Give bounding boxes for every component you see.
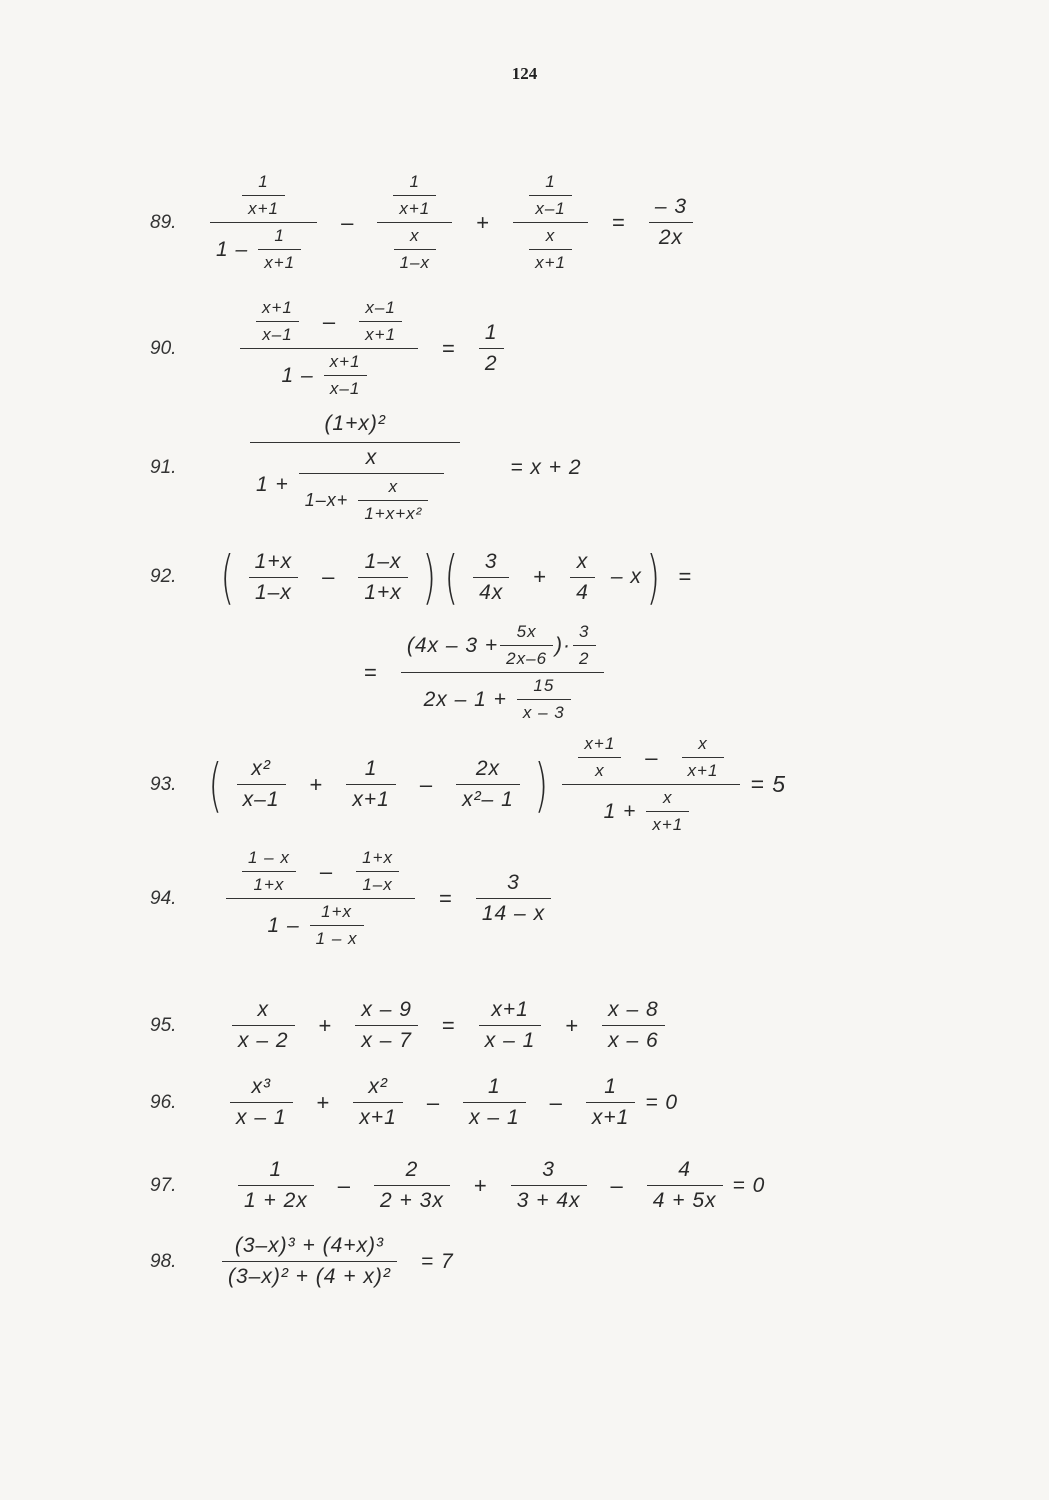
right-hand-side: = 7 [420,1249,454,1273]
result-fraction: $\frac{3}{14 - x}$ [476,871,551,926]
right-hand-side: = 5 [750,771,787,797]
problem-93: 93. ( $\frac{\text{x²}}{x-1}$ + $\frac{1}{x+1}$ – $\frac{2x}{\text{x²– 1}}$ ) $\frac{x+1}{x}$ – $\frac{x}{x+1}$ 1 + $\frac{x}{x+1}$ = 5 [150,734,787,834]
right-hand-side: = 0 [732,1173,766,1197]
fraction-term: $\frac{\frac{1}{x-1}}{\frac{x}{x+1}}$ [513,172,588,273]
problem-number: 92. [150,566,177,587]
fraction-term: (1+x)² 1 + x 1–x+ $\frac{x}{\text{1+x+x²}}$ [250,412,460,524]
problem-97: 97. $\frac{1}{1 + 2x}$ – $\frac{2}{2 + 3x}$ + $\frac{3}{3 + 4x}$ – $\frac{4}{4 + 5x}$ = 0 [150,1158,766,1212]
right-hand-side: = 0 [645,1090,679,1114]
problem-number: 93. [150,773,177,795]
problem-number: 89. [150,211,177,233]
problem-92-continued: = (4x – 3 + $\frac{5x}{2x-6}$ )· $\frac{3}{2}$ 2x – 1 + $\frac{15}{x - 3}$ [350,622,614,723]
close-paren: ) [422,543,436,611]
problem-91 [150,412,582,524]
problem-number: 90. [150,337,177,359]
problem-96: 96. $\frac{\text{x³}}{x - 1}$ + $\frac{\text{x²}}{x+1}$ – $\frac{1}{x - 1}$ – $\frac{1}{x+1}$ = 0 [150,1075,679,1129]
close-paren: ) [646,543,660,611]
fraction-term: $\frac{1}{x+1}$ 1 – $\frac{1}{x+1}$ [210,172,317,273]
operator: – [341,209,354,235]
problem-94 [150,848,561,949]
fraction-term: (4x – 3 + $\frac{5x}{2x-6}$ )· $\frac{3}{2}$ 2x – 1 + $\frac{15}{x - 3}$ [401,622,604,723]
problem-92: 92. ( $\frac{1+x}{1-x}$ – $\frac{1-x}{1+x}$ ) ( $\frac{3}{4x}$ + $\frac{x}{4}$ – x ) = [150,543,692,611]
equals: = [442,335,455,361]
open-paren: ( [220,543,235,611]
result-fraction: $\frac{- 3}{2x}$ [649,195,693,250]
problem-98 [150,1234,454,1289]
problem-number: 91. [150,457,177,478]
open-paren: ( [444,543,459,611]
fraction-term: $\frac{x+1}{x}$ – $\frac{x}{x+1}$ 1 + $\frac{x}{x+1}$ [562,734,740,835]
fraction-term: $\frac{1 - x}{1+x}$ – $\frac{1+x}{1-x}$ 1 – $\frac{1+x}{1 - x}$ [226,848,415,949]
problem-number: 96. [150,1091,177,1113]
right-hand-side: = x + 2 [510,456,582,479]
problem-number: 97. [150,1174,177,1196]
equals: = [439,885,452,911]
fraction-term: $\frac{x+1}{x-1}$ – $\frac{x-1}{x+1}$ 1 – $\frac{x+1}{x-1}$ [240,298,418,399]
problem-number: 95. [150,1014,177,1036]
result-fraction: $\frac{1}{2}$ [479,321,504,376]
problem-number: 98. [150,1250,177,1272]
problem-89 [150,172,703,273]
fraction-term: $\frac{\frac{1}{x+1}}{\frac{x}{1-x}}$ [377,172,452,273]
fraction-term: $\frac{\text{(3–x)³ + (4+x)³}}{\text{(3–x)² + (4 + x)²}}$ [222,1234,397,1289]
problem-90 [150,298,514,399]
problem-number: 94. [150,887,177,909]
problem-95: 95. $\frac{x}{x - 2}$ + $\frac{x - 9}{x - 7}$ = $\frac{x+1}{x - 1}$ + $\frac{x - 8}{x - 6}$ [150,998,675,1053]
operator: + [476,209,490,235]
page-number: 124 [511,64,538,83]
equals: = [611,209,625,235]
